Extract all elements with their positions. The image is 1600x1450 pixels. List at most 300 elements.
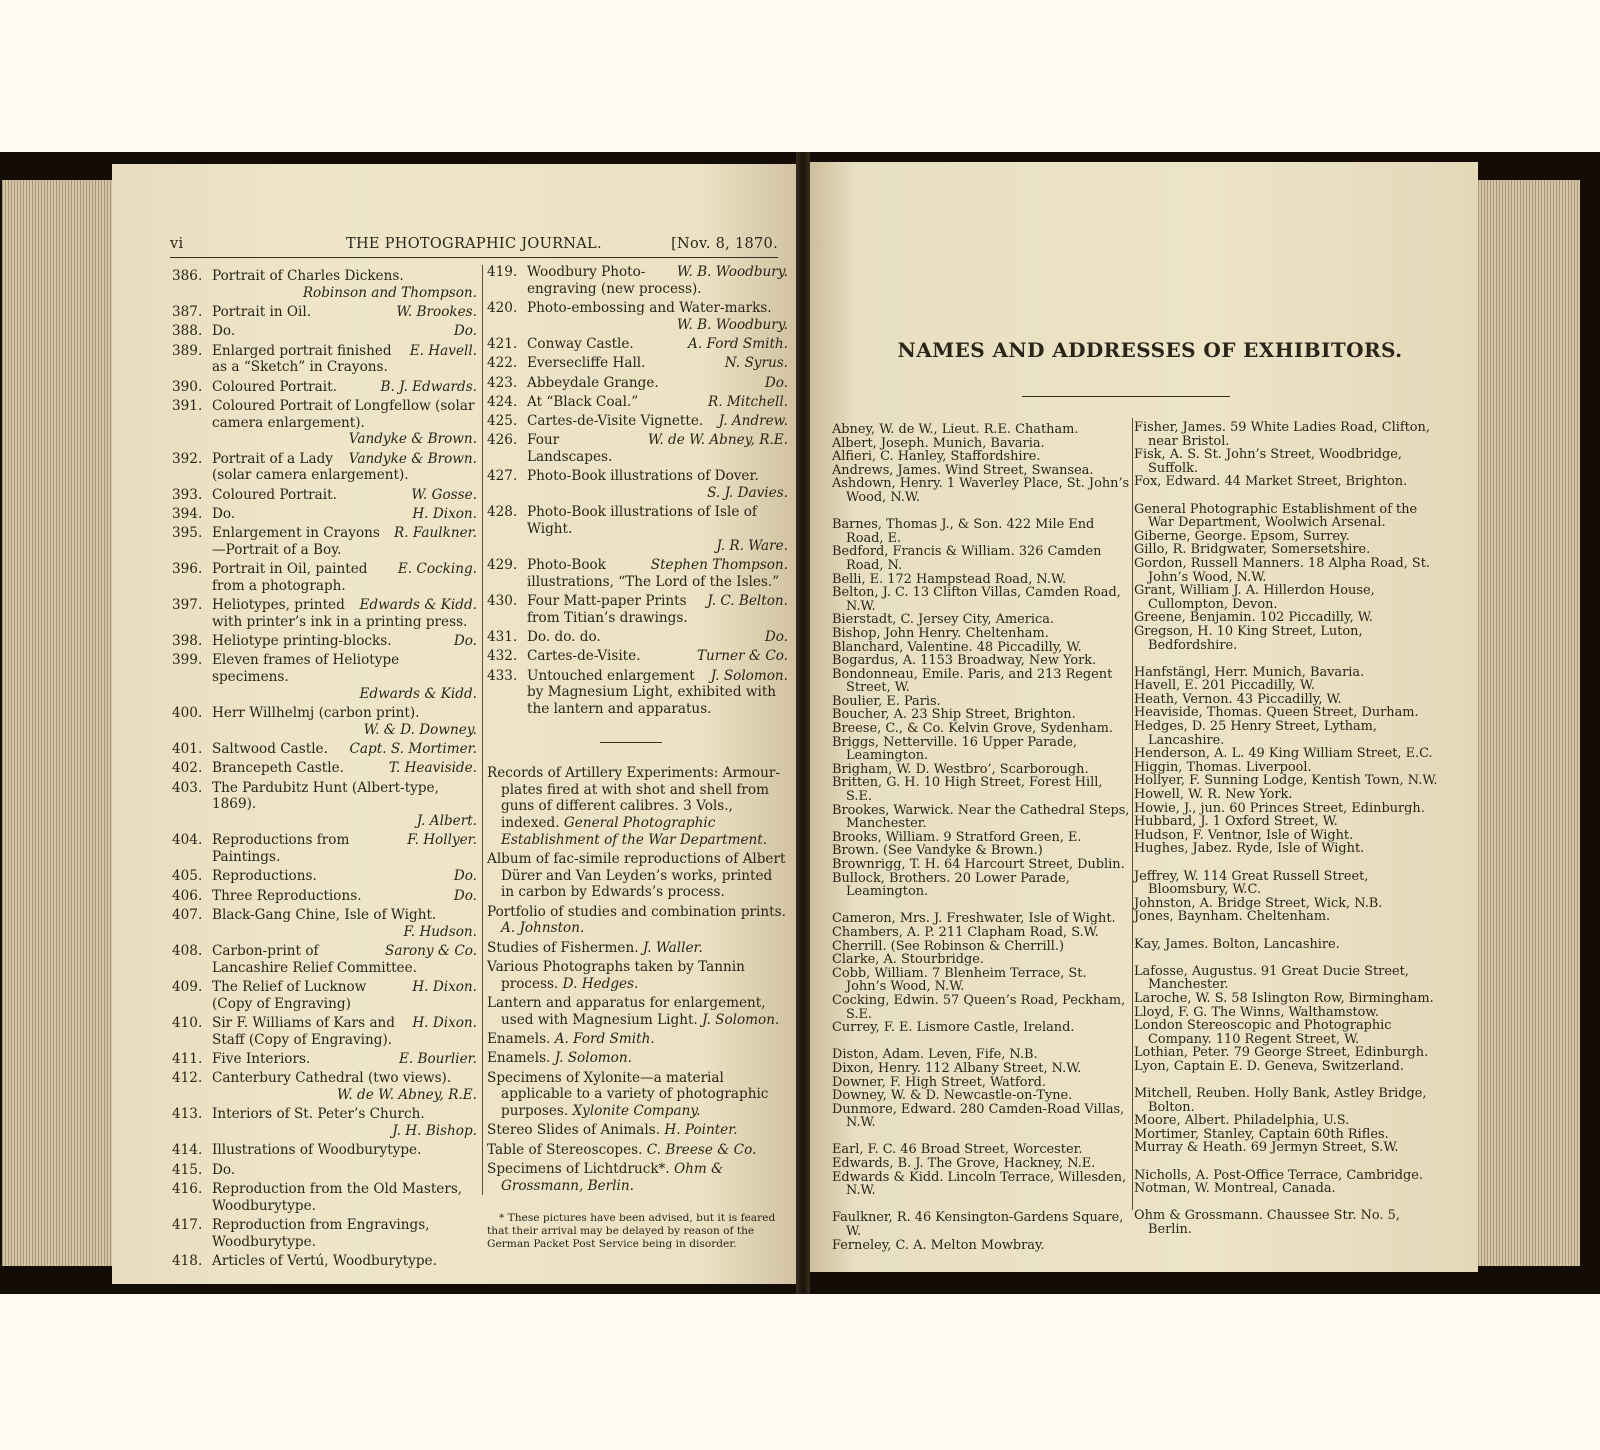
- catalogue-entry: [172, 1142, 477, 1159]
- entry-number: 406.: [172, 887, 203, 904]
- exhibitor-entry: Brigham, W. D. Westbro’, Scarborough.: [832, 761, 1089, 777]
- entry-body: [212, 487, 477, 504]
- entry-body: [527, 264, 788, 297]
- entry-credit: B. J. Edwards.: [380, 378, 477, 395]
- entry-description: Do. do. do.: [527, 629, 601, 646]
- catalogue-entry: [172, 451, 477, 484]
- entry-description: Abbeydale Grange.: [527, 374, 659, 391]
- entry-credit: J. C. Belton.: [707, 593, 788, 610]
- catalogue-entry: [172, 780, 477, 830]
- entry-body: [212, 1217, 477, 1250]
- exhibitor-entry: Jones, Baynham. Cheltenham.: [1134, 909, 1331, 925]
- exhibitor-entry: Heath, Vernon. 43 Piccadilly, W.: [1134, 691, 1342, 707]
- entry-credit: W. Brookes.: [396, 304, 477, 320]
- exhibitor-entry: Mortimer, Stanley, Captain 60th Rifles.: [1134, 1126, 1389, 1142]
- entry-number: 404.: [172, 832, 203, 849]
- exhibitor-entry: Hughes, Jabez. Ryde, Isle of Wight.: [1134, 841, 1365, 857]
- section-rule: [600, 742, 662, 743]
- entry-description: Brancepeth Castle.: [212, 760, 344, 777]
- exhibit-note: [487, 1031, 788, 1048]
- entry-credit: H. Dixon.: [412, 979, 477, 996]
- exhibit-description: Album of fac-simile reproductions of Albert Dürer and Van Leyden’s works, printed in carbon by Edwards’s process.: [487, 851, 786, 901]
- exhibitor-entry: Hanfstängl, Herr. Munich, Bavaria.: [1134, 664, 1365, 680]
- catalogue-entry: [172, 561, 477, 594]
- exhibitors-column-2: [1134, 421, 1446, 1237]
- exhibitor-entry: Barnes, Thomas J., & Son. 422 Mile End Road, E.: [832, 517, 1095, 546]
- entry-description: Carbon-print of Lancashire Relief Committee.: [212, 943, 417, 976]
- entry-body: [212, 323, 477, 340]
- exhibitor-entry: Britten, G. H. 10 High Street, Forest Hill, S.E.: [832, 775, 1103, 805]
- entry-description: Do.: [212, 323, 236, 340]
- entry-description: Cartes-de-Visite Vignette.: [527, 413, 704, 430]
- entry-credit: R. Mitchell.: [707, 393, 788, 410]
- exhibitor-entry: Kay, James. Bolton, Lancashire.: [1134, 936, 1340, 952]
- entry-body: [212, 343, 477, 376]
- entry-number: 416.: [172, 1180, 203, 1197]
- exhibitor-entry: Ashdown, Henry. 1 Waverley Place, St. John’s Wood, N.W.: [832, 476, 1130, 505]
- exhibit-note: [487, 765, 788, 849]
- letter-gap: [832, 1198, 1130, 1212]
- entry-number: 391.: [172, 397, 203, 414]
- entry-credit: A. Ford Smith.: [688, 336, 788, 352]
- exhibitor-entry: Lyon, Captain E. D. Geneva, Switzerland.: [1134, 1058, 1404, 1074]
- catalogue-entry: [172, 705, 477, 738]
- letter-gap: [1134, 856, 1446, 870]
- entry-number: 399.: [172, 652, 203, 669]
- entry-body: [212, 1181, 477, 1214]
- exhibitor-entry: Briggs, Netterville. 16 Upper Parade, Leamington.: [832, 734, 1077, 764]
- entry-number: 388.: [172, 323, 203, 340]
- exhibitor-entry: Johnston, A. Bridge Street, Wick, N.B.: [1134, 895, 1383, 911]
- entry-credit: Capt. S. Mortimer.: [349, 741, 477, 758]
- entry-number: 408.: [172, 943, 203, 960]
- exhibit-description: Table of Stereoscopes.: [487, 1141, 643, 1158]
- catalogue-entry: [172, 379, 477, 396]
- exhibitors-column-1: [832, 423, 1130, 1252]
- exhibitor-entry: Lloyd, F. G. The Winns, Walthamstow.: [1134, 1004, 1380, 1020]
- entry-number: 386.: [172, 268, 203, 284]
- entry-description: Woodbury Photo-engraving (new process).: [527, 264, 702, 297]
- entry-credit: W. de W. Abney, R.E.: [647, 432, 788, 449]
- entry-number: 431.: [487, 629, 518, 646]
- entry-number: 428.: [487, 504, 518, 521]
- entry-description: Reproduction from the Old Masters, Woodburytype.: [212, 1180, 463, 1214]
- entry-description: Enlarged portrait finished as a “Sketch” in Crayons.: [212, 342, 392, 376]
- catalogue-entry: [172, 1070, 477, 1103]
- entry-number: 398.: [172, 633, 203, 650]
- entry-description: Reproductions.: [212, 868, 317, 885]
- book-gutter: [796, 152, 810, 1294]
- exhibitor-entry: Howie, J., jun. 60 Princes Street, Edinburgh.: [1134, 800, 1425, 816]
- entry-description: Coloured Portrait of Longfellow (solar camera enlargement).: [212, 397, 475, 431]
- exhibit-description: Portfolio of studies and combination prints.: [487, 903, 786, 920]
- entry-description: Interiors of St. Peter’s Church.: [212, 1106, 425, 1123]
- exhibitor-entry: Andrews, James. Wind Street, Swansea.: [832, 462, 1094, 478]
- entry-body: [212, 304, 477, 321]
- catalogue-entry: [172, 268, 477, 301]
- exhibitor-entry: Giberne, George. Epsom, Surrey.: [1134, 528, 1350, 544]
- letter-gap: [832, 1130, 1130, 1144]
- catalogue-entry: [172, 1106, 477, 1139]
- catalogue-entry: [487, 504, 788, 554]
- entry-body: [212, 943, 477, 976]
- entry-credit: Do.: [453, 633, 477, 650]
- entry-body: [212, 268, 477, 301]
- catalogue-entry: [487, 375, 788, 392]
- exhibitor-entry: Havell, E. 201 Piccadilly, W.: [1134, 678, 1315, 694]
- entry-credit: T. Heaviside.: [388, 760, 477, 777]
- catalogue-entry: [487, 468, 788, 501]
- catalogue-entry: [487, 557, 788, 590]
- catalogue-entry: [172, 832, 477, 865]
- entry-credit: H. Dixon.: [412, 505, 477, 522]
- exhibit-credit: J. Solomon.: [554, 1050, 632, 1067]
- letter-gap: [1134, 951, 1446, 965]
- entry-description: Enlargement in Crayons—Portrait of a Boy.: [212, 525, 380, 558]
- entry-number: 421.: [487, 336, 518, 352]
- entry-number: 403.: [172, 779, 203, 796]
- header-rule: [170, 257, 778, 258]
- exhibitor-entry: Abney, W. de W., Lieut. R.E. Chatham.: [832, 422, 1079, 437]
- catalogue-entry: [487, 648, 788, 665]
- entry-description: Reproductions from Paintings.: [212, 832, 350, 866]
- exhibitor-entry: Nicholls, A. Post-Office Terrace, Cambridge.: [1134, 1167, 1423, 1183]
- entry-number: 424.: [487, 393, 518, 410]
- right-page-edges: [1478, 180, 1580, 1266]
- letter-gap: [832, 899, 1130, 913]
- exhibitor-entry: Cherrill. (See Robinson & Cherrill.): [832, 938, 1065, 954]
- entry-number: 412.: [172, 1070, 203, 1087]
- entry-credit: Edwards & Kidd.: [359, 685, 477, 702]
- entry-body: [527, 629, 788, 646]
- entry-credit: Turner & Co.: [696, 648, 788, 665]
- exhibitor-entry: Lothian, Peter. 79 George Street, Edinburgh.: [1134, 1045, 1429, 1061]
- exhibitor-entry: Bierstadt, C. Jersey City, America.: [832, 612, 1055, 628]
- exhibitor-entry: Hollyer, F. Sunning Lodge, Kentish Town, N.W.: [1134, 773, 1438, 789]
- entry-body: [212, 979, 477, 1012]
- entry-number: 429.: [487, 557, 518, 574]
- exhibitor-entry: Breese, C., & Co. Kelvin Grove, Sydenham.: [832, 721, 1113, 737]
- catalogue-entry: [172, 1162, 477, 1179]
- entry-credit: J. H. Bishop.: [392, 1123, 477, 1140]
- catalogue-entry: [487, 336, 788, 353]
- entry-description: Saltwood Castle.: [212, 741, 328, 758]
- exhibitor-entry: Heaviside, Thomas. Queen Street, Durham.: [1134, 705, 1419, 721]
- exhibitor-entry: Jeffrey, W. 114 Great Russell Street, Bloomsbury, W.C.: [1134, 868, 1369, 898]
- entry-credit: W. Gosse.: [411, 486, 477, 503]
- title-rule: [1022, 396, 1230, 397]
- letter-gap: [1134, 489, 1446, 503]
- exhibitors-column-divider: [1132, 418, 1133, 1210]
- exhibit-description: Records of Artillery Experiments: Armour-plates fired at with shot and shell from guns of different calibres. 3 Vols., indexed.: [487, 764, 780, 831]
- entry-description: Portrait in Oil.: [212, 304, 312, 320]
- entry-body: [527, 336, 788, 353]
- exhibitor-entry: Grant, William J. A. Hillerdon House, Cullompton, Devon.: [1134, 583, 1375, 612]
- entry-number: 425.: [487, 413, 518, 430]
- entry-number: 401.: [172, 741, 203, 758]
- exhibitor-entry: Fox, Edward. 44 Market Street, Brighton.: [1134, 474, 1408, 490]
- catalogue-entry: [172, 323, 477, 340]
- entry-body: [212, 888, 477, 905]
- catalogue-entry: [487, 629, 788, 646]
- catalogue-entry: [487, 432, 788, 465]
- entry-number: 418.: [172, 1252, 203, 1269]
- exhibitor-entry: Clarke, A. Stourbridge.: [832, 952, 984, 968]
- entry-number: 410.: [172, 1015, 203, 1032]
- entry-body: [212, 1051, 477, 1068]
- exhibitor-entry: Dunmore, Edward. 280 Camden-Road Villas, N.W.: [832, 1101, 1125, 1131]
- entry-description: Conway Castle.: [527, 336, 634, 352]
- exhibit-credit: C. Breese & Co.: [646, 1141, 757, 1158]
- entry-number: 402.: [172, 760, 203, 777]
- entry-description: Articles of Vertú, Woodburytype.: [212, 1252, 437, 1269]
- exhibitor-entry: Cameron, Mrs. J. Freshwater, Isle of Wight.: [832, 911, 1116, 927]
- left-page-edges: [2, 180, 114, 1266]
- entry-body: [527, 648, 788, 665]
- exhibit-note: [487, 959, 788, 992]
- entry-body: [212, 597, 477, 630]
- entry-credit: Robinson and Thompson.: [302, 284, 477, 301]
- entry-description: Photo-Book illustrations of Isle of Wight.: [527, 504, 757, 538]
- entry-number: 390.: [172, 378, 203, 395]
- entry-credit: Vandyke & Brown.: [348, 450, 477, 467]
- entry-body: [212, 868, 477, 885]
- entry-credit: E. Bourlier.: [398, 1051, 477, 1068]
- entry-credit: F. Hollyer.: [407, 832, 477, 849]
- exhibit-note: [487, 851, 788, 901]
- entry-body: [212, 1106, 477, 1139]
- entry-body: [527, 413, 788, 430]
- entry-number: 422.: [487, 355, 518, 372]
- catalogue-entry: [487, 413, 788, 430]
- entry-number: 392.: [172, 450, 203, 467]
- entry-number: 419.: [487, 264, 518, 280]
- entry-description: Five Interiors.: [212, 1051, 311, 1068]
- catalogue-entry: [172, 943, 477, 976]
- entry-number: 389.: [172, 342, 203, 359]
- entry-body: [212, 1142, 477, 1159]
- catalogue-entry: [172, 907, 477, 940]
- entry-body: [212, 780, 477, 830]
- entry-number: 400.: [172, 705, 203, 722]
- catalogue-entry: [172, 1051, 477, 1068]
- exhibitor-entry: Faulkner, R. 46 Kensington-Gardens Square, W.: [832, 1210, 1124, 1240]
- entry-credit: W. B. Woodbury.: [676, 264, 788, 280]
- entry-body: [212, 633, 477, 650]
- catalogue-entry: [172, 304, 477, 321]
- exhibitor-entry: Brooks, William. 9 Stratford Green, E.: [832, 829, 1082, 845]
- entry-number: 393.: [172, 486, 203, 503]
- entry-number: 394.: [172, 505, 203, 522]
- entry-description: The Relief of Lucknow (Copy of Engraving): [212, 979, 367, 1012]
- entry-number: 405.: [172, 868, 203, 885]
- exhibitor-entry: Mitchell, Reuben. Holly Bank, Astley Bridge, Bolton.: [1134, 1086, 1427, 1115]
- entry-description: Black-Gang Chine, Isle of Wight.: [212, 907, 437, 924]
- entry-credit: J. Solomon.: [710, 667, 788, 684]
- entry-description: Reproduction from Engravings, Woodburytype.: [212, 1216, 430, 1250]
- entry-body: [527, 432, 788, 465]
- exhibit-note: [487, 940, 788, 957]
- entry-body: [212, 451, 477, 484]
- letter-gap: [1134, 652, 1446, 666]
- exhibit-description: Lantern and apparatus for enlargement, used with Magnesium Light.: [487, 995, 766, 1028]
- exhibit-credit: D. Hedges.: [562, 975, 639, 992]
- journal-title: THE PHOTOGRAPHIC JOURNAL.: [346, 236, 602, 252]
- exhibitor-entry: Boulier, E. Paris.: [832, 693, 941, 709]
- entry-description: At “Black Coal.”: [527, 393, 639, 410]
- issue-date: [Nov. 8, 1870.: [671, 236, 778, 252]
- entry-body: [212, 506, 477, 523]
- catalogue-entry: [172, 1015, 477, 1048]
- entry-description: Four Matt-paper Prints from Titian’s drawings.: [527, 593, 688, 626]
- exhibitor-entry: Ohm & Grossmann. Chaussee Str. No. 5, Berlin.: [1134, 1208, 1400, 1238]
- exhibitor-entry: Cocking, Edwin. 57 Queen’s Road, Peckham, S.E.: [832, 992, 1126, 1022]
- entry-description: Coloured Portrait.: [212, 378, 337, 395]
- entry-number: 397.: [172, 597, 203, 614]
- entry-credit: S. J. Davies.: [707, 485, 788, 502]
- exhibitor-entry: Edwards & Kidd. Lincoln Terrace, Willesden, N.W.: [832, 1169, 1127, 1199]
- entry-body: [212, 760, 477, 777]
- entry-body: [212, 1070, 477, 1103]
- exhibitor-entry: Earl, F. C. 46 Broad Street, Worcester.: [832, 1142, 1083, 1158]
- entry-body: [212, 398, 477, 448]
- catalogue-entry: [487, 593, 788, 626]
- footnote: * These pictures have been advised, but it is feared that their arrival may be delayed by reason of the German Packet Post Service being in disorder.: [487, 1212, 776, 1251]
- entry-body: [527, 504, 788, 554]
- exhibitor-entry: Bedford, Francis & William. 326 Camden Road, N.: [832, 544, 1102, 573]
- letter-gap: [1134, 1074, 1446, 1088]
- entry-credit: Stephen Thompson.: [650, 557, 788, 574]
- entry-description: Untouched enlargement by Magnesium Light, exhibited with the lantern and apparatus.: [527, 667, 777, 718]
- exhibitor-entry: Gillo, R. Bridgwater, Somersetshire.: [1134, 542, 1371, 558]
- running-head: [170, 236, 778, 256]
- entry-number: 414.: [172, 1142, 203, 1159]
- entry-credit: Do.: [764, 374, 788, 391]
- exhibitor-entry: Downey, W. & D. Newcastle-on-Tyne.: [832, 1088, 1073, 1104]
- page-number: vi: [170, 236, 184, 252]
- entry-description: Photo-Book illustrations of Dover.: [527, 468, 759, 485]
- column-divider: [482, 265, 483, 1195]
- entry-credit: Vandyke & Brown.: [348, 431, 477, 448]
- catalogue-entry: [172, 398, 477, 448]
- entry-description: Photo-embossing and Water-marks.: [527, 300, 772, 316]
- exhibitor-entry: Greene, Benjamin. 102 Piccadilly, W.: [1134, 610, 1373, 626]
- exhibit-note: [487, 1070, 788, 1120]
- exhibit-credit: General Photographic Establishment of the War Department.: [501, 815, 768, 848]
- exhibitor-entry: Bishop, John Henry. Cheltenham.: [832, 625, 1049, 641]
- additional-exhibits: [487, 765, 788, 1194]
- entry-body: [212, 1162, 477, 1179]
- catalogue-entry: [487, 394, 788, 411]
- entry-body: [527, 355, 788, 372]
- exhibitor-entry: General Photographic Establishment of the War Department, Woolwich Arsenal.: [1134, 501, 1418, 531]
- catalogue-entries: [487, 264, 788, 718]
- entry-body: [527, 557, 788, 590]
- exhibitor-entry: Chambers, A. P. 211 Clapham Road, S.W.: [832, 924, 1099, 940]
- entry-description: Cartes-de-Visite.: [527, 648, 641, 665]
- exhibit-credit: A. Johnston.: [501, 920, 585, 937]
- entry-number: 426.: [487, 432, 518, 449]
- exhibitor-entry: Higgin, Thomas. Liverpool.: [1134, 759, 1312, 775]
- entry-number: 423.: [487, 374, 518, 391]
- entry-credit: Do.: [453, 323, 477, 340]
- exhibitor-entry: Murray & Heath. 69 Jermyn Street, S.W.: [1134, 1140, 1399, 1156]
- exhibitor-entry: Hubbard, J. 1 Oxford Street, W.: [1134, 814, 1338, 830]
- entry-credit: H. Dixon.: [412, 1015, 477, 1032]
- exhibit-note: [487, 995, 788, 1028]
- letter-gap: [1134, 924, 1446, 938]
- exhibit-credit: Xylonite Company.: [572, 1103, 701, 1119]
- entry-credit: E. Havell.: [409, 342, 477, 359]
- exhibitor-entry: Blanchard, Valentine. 48 Piccadilly, W.: [832, 639, 1082, 655]
- entry-description: Three Reproductions.: [212, 887, 362, 904]
- exhibitor-entry: Edwards, B. J. The Grove, Hackney, N.E.: [832, 1156, 1096, 1172]
- entry-description: Portrait of a Lady (solar camera enlargement).: [212, 450, 409, 484]
- entry-body: [212, 832, 477, 865]
- entry-credit: Edwards & Kidd.: [359, 597, 477, 614]
- catalogue-entry: [172, 888, 477, 905]
- entry-credit: J. Andrew.: [718, 413, 788, 430]
- entry-description: Herr Willhelmj (carbon print).: [212, 705, 420, 722]
- exhibitor-entry: Dixon, Henry. 112 Albany Street, N.W.: [832, 1060, 1082, 1076]
- entry-body: [527, 593, 788, 626]
- catalogue-entry: [172, 487, 477, 504]
- catalogue-entry: [487, 300, 788, 333]
- entry-description: Heliotype printing-blocks.: [212, 633, 392, 650]
- entry-body: [212, 741, 477, 758]
- entry-credit: Do.: [764, 629, 788, 646]
- exhibitor-entry: Belton, J. C. 13 Clifton Villas, Camden Road, N.W.: [832, 585, 1121, 614]
- entry-description: Do.: [212, 1161, 236, 1178]
- catalogue-entry: [487, 264, 788, 297]
- show-through-text: · · ·: [820, 236, 840, 250]
- entry-description: Illustrations of Woodburytype.: [212, 1142, 422, 1159]
- catalogue-entry: [172, 1181, 477, 1214]
- entry-body: [212, 1015, 477, 1048]
- entry-number: 420.: [487, 300, 518, 316]
- exhibitor-entry: Brookes, Warwick. Near the Cathedral Steps, Manchester.: [832, 802, 1130, 832]
- exhibit-description: Studies of Fishermen.: [487, 939, 639, 956]
- catalogue-entry: [172, 633, 477, 650]
- exhibitor-entry: Hedges, D. 25 Henry Street, Lytham, Lancashire.: [1134, 719, 1378, 748]
- entry-body: [527, 375, 788, 392]
- entry-body: [212, 705, 477, 738]
- entry-credit: J. Albert.: [416, 813, 477, 830]
- entry-credit: W. de W. Abney, R.E.: [336, 1087, 477, 1104]
- entry-number: 396.: [172, 561, 203, 578]
- catalogue-entry: [172, 343, 477, 376]
- letter-gap: [832, 1035, 1130, 1049]
- entry-credit: W. B. Woodbury.: [676, 316, 788, 333]
- exhibitor-entry: Bogardus, A. 1153 Broadway, New York.: [832, 653, 1097, 669]
- entry-description: Portrait of Charles Dickens.: [212, 268, 404, 284]
- entry-credit: Do.: [453, 868, 477, 885]
- catalogue-entry: [487, 355, 788, 372]
- exhibitor-entry: Gordon, Russell Manners. 18 Alpha Road, St. John’s Wood, N.W.: [1134, 555, 1431, 585]
- exhibitor-entry: Henderson, A. L. 49 King William Street, E.C.: [1134, 746, 1433, 762]
- catalogue-entry: [172, 525, 477, 558]
- catalogue-entry: [487, 668, 788, 718]
- entry-number: 409.: [172, 979, 203, 996]
- entry-body: [527, 668, 788, 718]
- exhibit-credit: J. Solomon.: [702, 1011, 780, 1028]
- letter-gap: [1134, 1196, 1446, 1210]
- exhibitor-entry: Laroche, W. S. 58 Islington Row, Birmingham.: [1134, 990, 1434, 1006]
- catalogue-column-2: [487, 264, 788, 1251]
- entry-number: 432.: [487, 648, 518, 665]
- entry-body: [212, 525, 477, 558]
- entry-number: 433.: [487, 667, 518, 684]
